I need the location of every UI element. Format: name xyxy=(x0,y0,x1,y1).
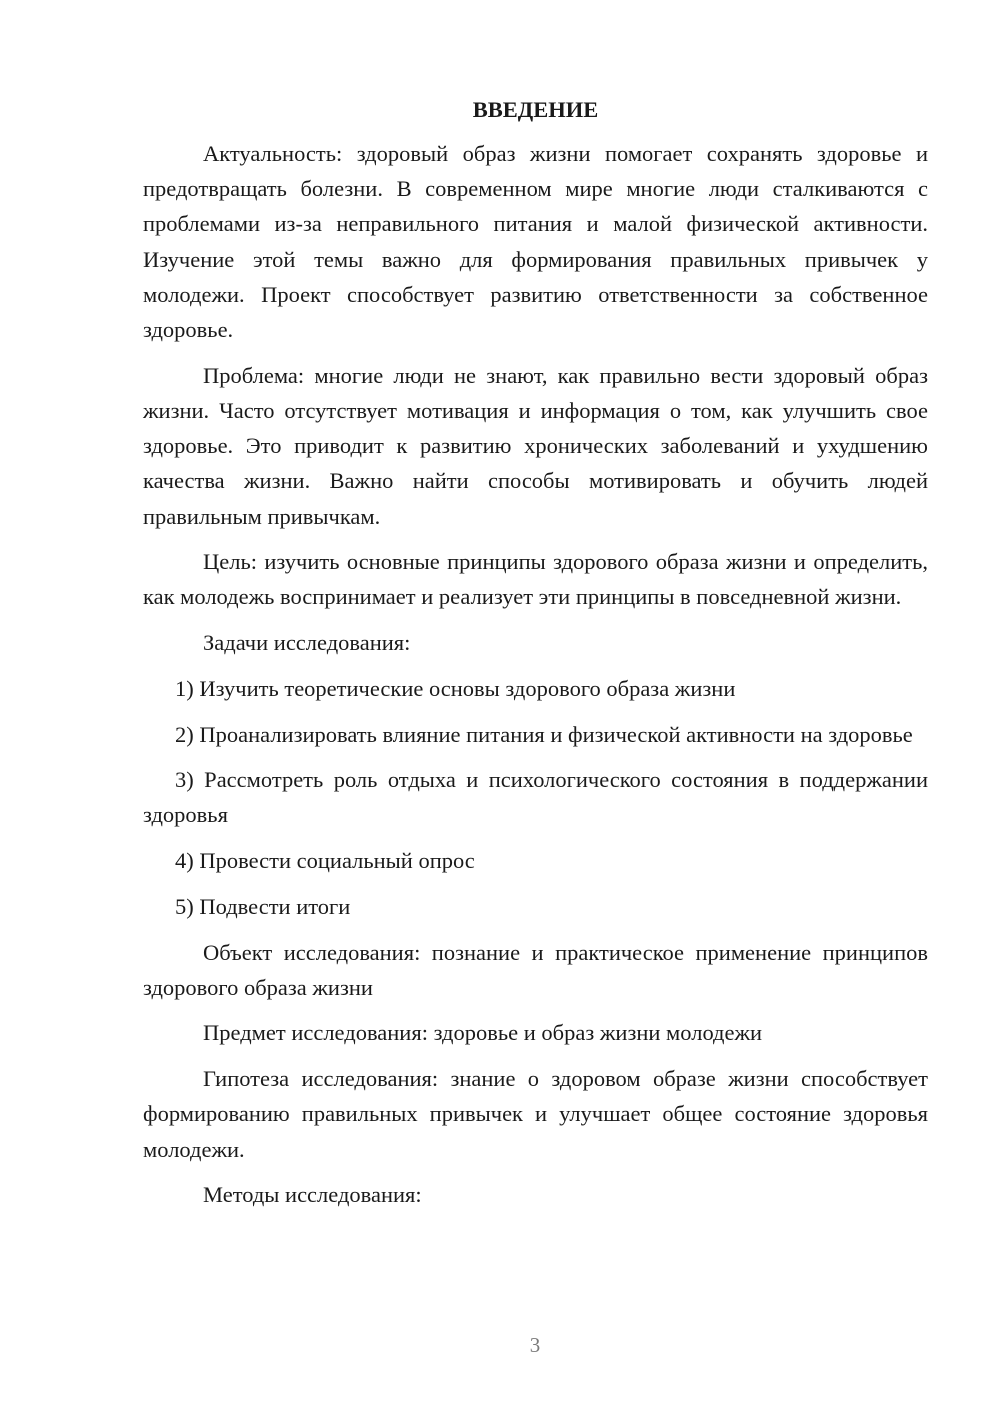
object-paragraph: Объект исследования: познание и практическое применение принципов здорового образа жизни xyxy=(143,939,928,1000)
task-item-1: 1) Изучить теоретические основы здорового образа жизни xyxy=(175,675,736,701)
task-item-2: 2) Проанализировать влияние питания и физической активности на здоровье xyxy=(175,721,913,747)
page-number: 3 xyxy=(529,1333,541,1357)
task-item-4: 4) Провести социальный опрос xyxy=(175,848,475,874)
task-item-5: 5) Подвести итоги xyxy=(175,893,351,919)
relevance-paragraph: Актуальность: здоровый образ жизни помогает сохранять здоровье и предотвращать болезни. В современном мире многие люди сталкиваются с проблемами из-за неправильного питания и малой физической активности. Изучение этой темы важно для формирования правильных привычек у молодежи. Проект способствует развитию ответственности за собственное здоровье. xyxy=(143,141,928,343)
problem-paragraph: Проблема: многие люди не знают, как правильно вести здоровый образ жизни. Часто отсутствует мотивация и информация о том, как улучшить свое здоровье. Это приводит к развитию хронических заболеваний и ухудшению качества жизни. Важно найти способы мотивировать и обучить людей правильным привычкам. xyxy=(143,362,928,529)
document-page xyxy=(143,92,928,1223)
tasks-heading: Задачи исследования: xyxy=(203,630,411,656)
goal-paragraph: Цель: изучить основные принципы здорового образа жизни и определить, как молодежь воспринимает и реализует эти принципы в повседневной жизни. xyxy=(143,549,928,610)
hypothesis-paragraph: Гипотеза исследования: знание о здоровом образе жизни способствует формированию правильных привычек и улучшает общее состояние здоровья молодежи. xyxy=(143,1066,928,1162)
methods-paragraph: Методы исследования: xyxy=(203,1182,422,1208)
subject-paragraph: Предмет исследования: здоровье и образ жизни молодежи xyxy=(203,1020,763,1046)
task-item-3: 3) Рассмотреть роль отдыха и психологического состояния в поддержании здоровья xyxy=(143,767,928,828)
section-title: ВВЕДЕНИЕ xyxy=(472,97,599,122)
